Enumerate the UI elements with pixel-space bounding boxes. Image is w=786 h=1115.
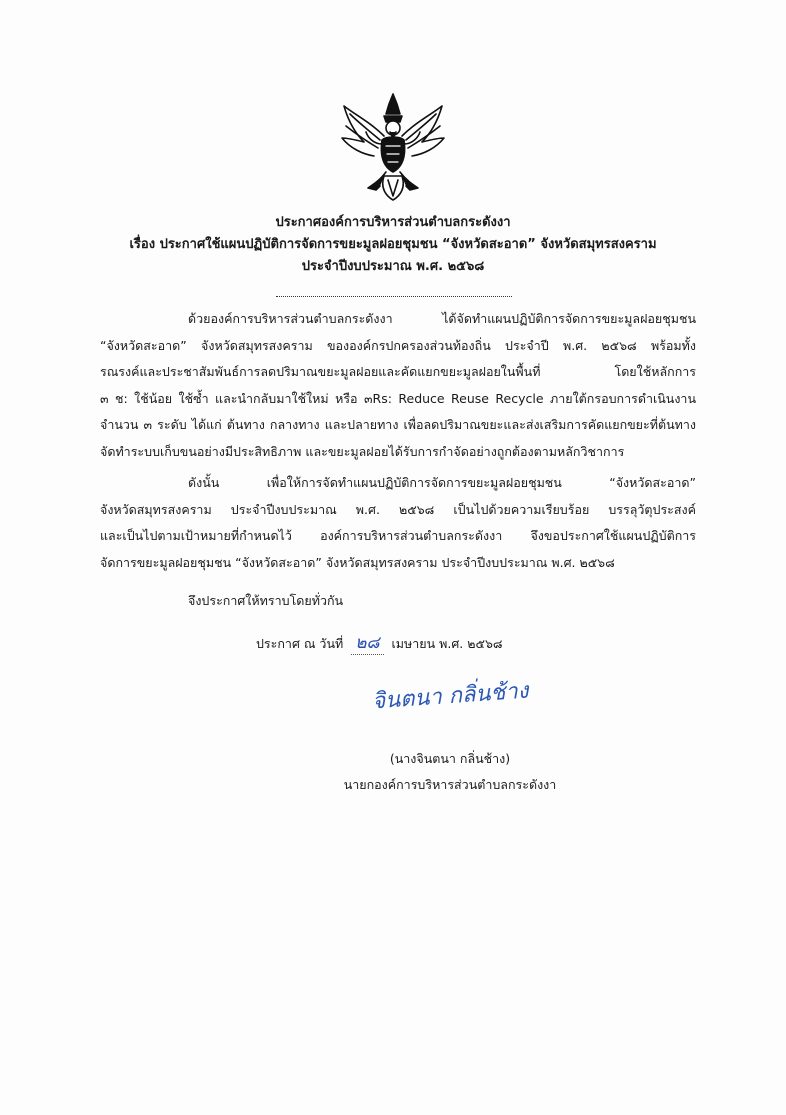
date-suffix: เมษายน พ.ศ. ๒๕๖๘ xyxy=(391,636,503,651)
paragraph-line: จัดการขยะมูลฝอยชุมชน “จังหวัดสะอาด” จังหวัดสมุทรสงคราม ประจำปีงบประมาณ พ.ศ. ๒๕๖๘ xyxy=(100,554,615,570)
date-day-handwritten: ๒๘ xyxy=(351,632,383,655)
paragraph-line: รณรงค์และประชาสัมพันธ์การลดปริมาณขยะมูลฝอยและคัดแยกขยะมูลฝอยในพื้นที่ โดยใช้หลักการ xyxy=(100,364,696,379)
header-line-3: ประจำปีงบประมาณ พ.ศ. ๒๕๖๘ xyxy=(301,259,485,274)
paragraph-line: “จังหวัดสะอาด” จังหวัดสมุทรสงคราม ขององค์กรปกครองส่วนท้องถิ่น ประจำปี พ.ศ. ๒๕๖๘ พร้อมทั้ง xyxy=(100,337,696,353)
header-line-2: เรื่อง ประกาศใช้แผนปฏิบัติการจัดการขยะมูลฝอยชุมชน “จังหวัดสะอาด” จังหวัดสมุทรสงคราม xyxy=(129,237,657,252)
paragraph-line: ๓ ช: ใช้น้อย ใช้ซ้ำ และนำกลับมาใช้ใหม่ หรือ ๓Rs: Reduce Reuse Recycle ภายใต้กรอบการดำเนินงาน xyxy=(100,390,696,406)
header-divider xyxy=(276,296,512,297)
paragraph-line: ด้วยองค์การบริหารส่วนตำบลกระดังงา ได้จัดทำแผนปฏิบัติการจัดการขยะมูลฝอยชุมชน xyxy=(188,311,696,326)
closing-statement: จึงประกาศให้ทราบโดยทั่วกัน xyxy=(188,593,344,608)
paragraph-line: ดังนั้น เพื่อให้การจัดทำแผนปฏิบัติการจัดการขยะมูลฝอยชุมชน “จังหวัดสะอาด” xyxy=(188,475,696,490)
signature-ink: จินตนา กลิ่นช้าง xyxy=(371,678,530,715)
paragraph-line: และเป็นไปตามเป้าหมายที่กำหนดไว้ องค์การบริหารส่วนตำบลกระดังงา จึงขอประกาศใช้แผนปฏิบัติการ xyxy=(100,528,696,543)
paragraph-line: จัดทำระบบเก็บขนอย่างมีประสิทธิภาพ และขยะมูลฝอยได้รับการกำจัดอย่างถูกต้องตามหลักวิชาการ xyxy=(100,443,625,459)
announcement-date xyxy=(256,632,503,655)
paragraph-line: จำนวน ๓ ระดับ ได้แก่ ต้นทาง กลางทาง และปลายทาง เพื่อลดปริมาณขยะและส่งเสริมการคัดแยกขยะที่ต้นทาง xyxy=(100,417,696,432)
handwritten-signature xyxy=(371,678,530,730)
paragraph-line: จังหวัดสมุทรสงคราม ประจำปีงบประมาณ พ.ศ. ๒๕๖๘ เป็นไปด้วยความเรียบร้อย บรรลุวัตุประสงค์ xyxy=(100,501,696,517)
garuda-emblem-icon xyxy=(340,92,446,202)
signer-title: นายกองค์การบริหารส่วนตำบลกระดังงา xyxy=(343,777,557,792)
paragraph-1 xyxy=(100,306,696,465)
paragraph-2 xyxy=(100,470,696,576)
document-header xyxy=(60,212,726,282)
date-prefix: ประกาศ ณ วันที่ xyxy=(256,636,344,651)
signer-name: (นางจินตนา กลิ่นช้าง) xyxy=(389,751,511,766)
header-line-1: ประกาศองค์การบริหารส่วนตำบลกระดังงา xyxy=(275,215,511,230)
